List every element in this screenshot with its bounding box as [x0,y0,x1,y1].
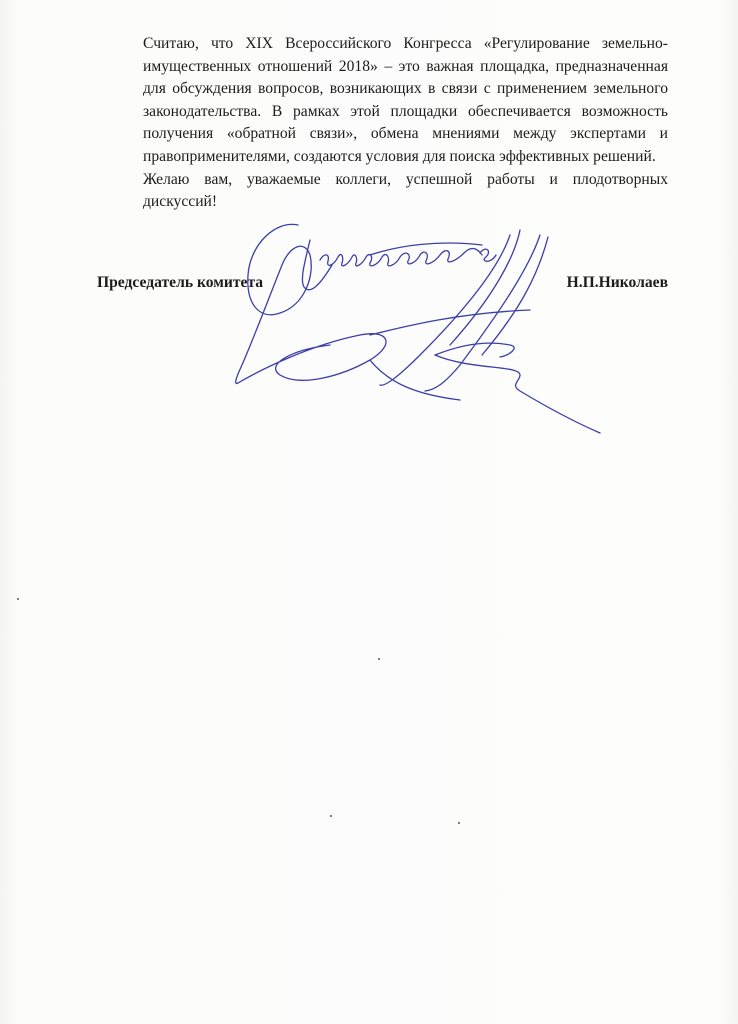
paragraph-1-line-4: законодательства. В рамках этой площадки обеспечивается возможность [143,102,668,120]
paragraph-1-line-3: для обсуждения вопросов, возникающих в связи с применением земельного [143,80,668,98]
paragraph-1 [97,33,668,169]
scan-speck [330,815,332,817]
paragraph-1-line-5: получения «обратной связи», обмена мнениями между экспертами и [143,125,668,143]
paragraph-2-line-1: Желаю вам, уважаемые коллеги, успешной работы и плодотворных [143,170,668,188]
signatory-title: Председатель комитета [97,274,264,291]
handwritten-signature [220,195,620,440]
paragraph-2-line-2: дискуссий! [143,193,218,211]
scan-speck [458,822,460,824]
signatory-name: Н.П.Николаев [566,274,668,291]
paragraph-1-line-2: имущественных отношений 2018» – это важная площадка, предназначенная [143,57,668,75]
letter-body [97,33,668,214]
scan-speck [17,598,19,600]
scan-speck [378,658,380,660]
paragraph-1-line-6: правоприменителями, создаются условия для поиска эффективных решений. [143,147,656,165]
paragraph-1-line-1: Считаю, что XIX Всероссийского Конгресса «Регулирование земельно- [143,35,668,52]
paragraph-2 [97,169,668,214]
